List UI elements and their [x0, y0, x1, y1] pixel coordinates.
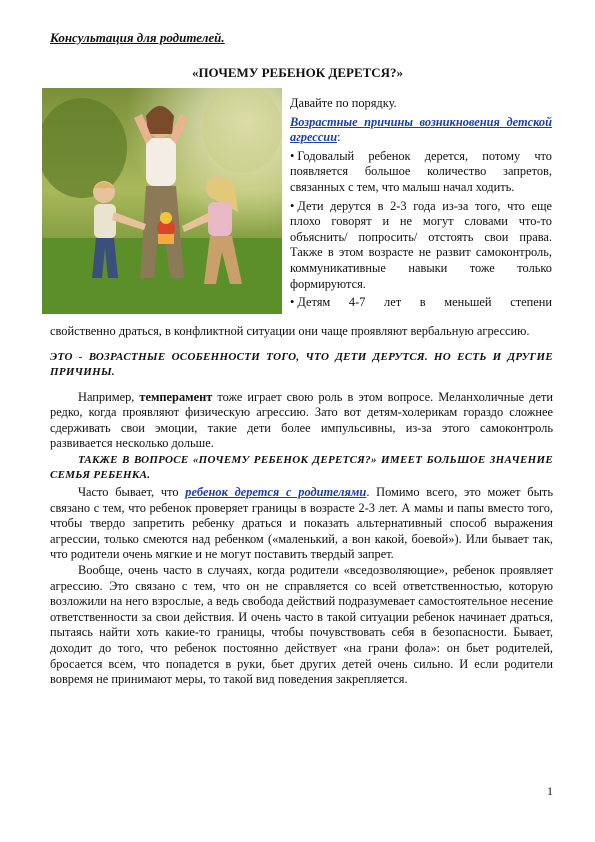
temperament-paragraph: Например, темперамент тоже играет свою роль в этом вопросе. Меланхоличные дети редко, когда проявляют физическую агрессию. Зато вот детям-холерикам гораздо сложнее сдерживать свои эмоции, такие дети более импульсивны, из-за этого самоконтроль развивается несколько дольше.: [50, 389, 554, 451]
bullet-two-three-years: • Дети дерутся в 2-3 года из-за того, что еще плохо говорят и не могут словами что-то объяснить/ попросить/ отстоять свои права. Также в этом возрасте не развит самоконтроль, коммуникативные навыки тоже только формируются.: [290, 199, 552, 293]
caps-heading-age-features: ЭТО - ВОЗРАСТНЫЕ ОСОБЕННОСТИ ТОГО, ЧТО ДЕТИ ДЕРУТСЯ. НО ЕСТЬ И ДРУГИЕ ПРИЧИНЫ.: [50, 350, 553, 378]
permissive-parents-paragraph: Вообще, очень часто в случаях, когда родители «вседозволяющие», ребенок проявляет агрессию. Это связано с тем, что он не справляется со всей ответственностью, которую возложили на него взрослые, а ведь свобода действий подразумевает самостоятельное несение ответственности за свои действия. И очень часто в такой ситуации ребенок начинает драться, пытаясь найти хоть какие-то границы, чтобы почувствовать себя в безопасности. Бывает, доходит до того, что ребенок постоянно действует «на грани фола»: он бьет родителей, бросается всем, что попадется в руки, бьет других детей очень сильно. И если родители вовремя не принимают меры, то такой вид поведения закрепляется.: [50, 562, 553, 687]
parents-paragraph: Часто бывает, что ребенок дерется с родителями. Помимо всего, это может быть связано с тем, что ребенок проверяет границы в возрасте 2-3 лет. А мамы и папы вместо того, чтобы твердо запретить ребенку драться и показать альтернативный способ выражения агрессии, только смеются над ребенком («маленький, а вон какой, боевой»). Или бывает так, что родители очень мягкие и не могут поставить твердый запрет.: [50, 484, 553, 562]
bullet-one-year: • Годовалый ребенок дерется, потому что появляется большое количество запретов, связанных с тем, что малыш начал ходить.: [290, 149, 552, 196]
page-number: 1: [547, 784, 553, 798]
continuation-text: свойственно драться, в конфликтной ситуации они чаще проявляют вербальную агрессию.: [50, 324, 530, 338]
intro-text: Давайте по порядку.: [290, 96, 397, 110]
age-reasons-heading: Возрастные причины возникновения детской агрессии:: [290, 114, 552, 145]
bullet-four-seven-years: • Детям 4-7 лет в меньшей степени: [290, 295, 552, 311]
main-body: [50, 324, 553, 688]
consultation-header: Консультация для родителей.: [50, 30, 225, 45]
temperament-word: темперамент: [139, 389, 213, 404]
child-fights-parents-link[interactable]: ребенок дерется с родителями: [185, 484, 367, 499]
family-photo: [42, 88, 282, 314]
caps-heading-family: ТАКЖЕ В ВОПРОСЕ «ПОЧЕМУ РЕБЕНОК ДЕРЕТСЯ?» ИМЕЕТ БОЛЬШОЕ ЗНАЧЕНИЕ СЕМЬЯ РЕБЕНКА.: [50, 453, 553, 481]
right-column: [290, 96, 552, 314]
age-reasons-link[interactable]: Возрастные причины возникновения детской агрессии: [290, 114, 552, 145]
document-title: «ПОЧЕМУ РЕБЕНОК ДЕРЕТСЯ?»: [191, 65, 404, 80]
family-photo-illustration-icon: [42, 88, 282, 314]
